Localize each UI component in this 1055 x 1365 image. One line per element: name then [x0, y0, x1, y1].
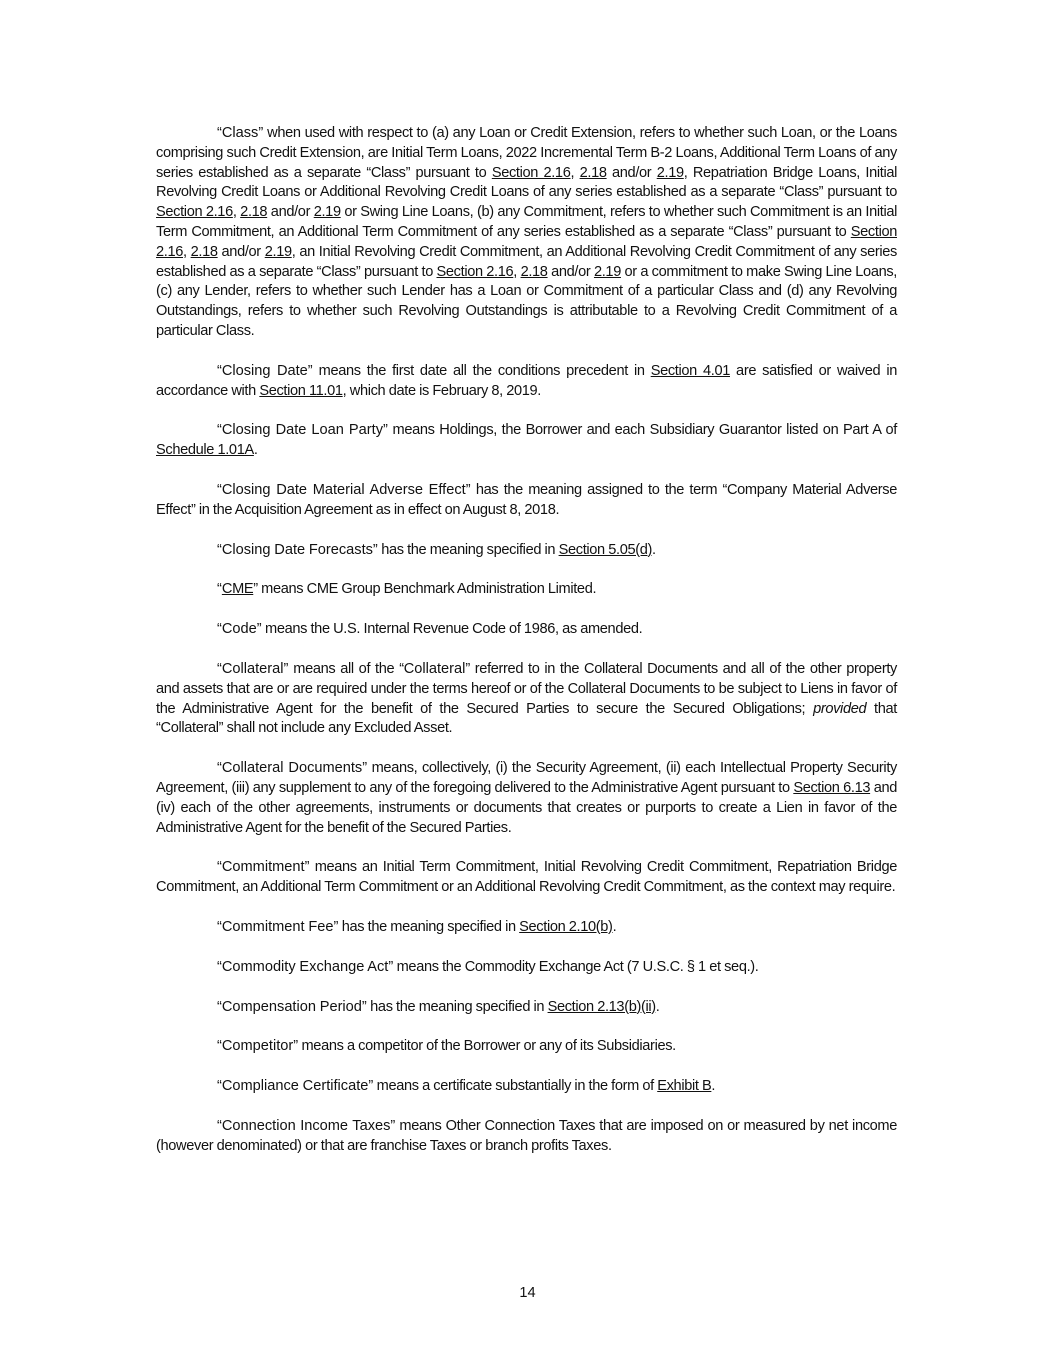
cross-reference-link[interactable]: Section 2.10(b): [519, 918, 613, 935]
definition-text: means a competitor of the Borrower or any of its Subsidiaries.: [298, 1038, 676, 1055]
cross-reference-link[interactable]: Section 11.01: [259, 382, 343, 399]
definition-text: has the meaning specified in: [377, 541, 559, 558]
cross-reference-link[interactable]: Section 2.16: [436, 263, 514, 280]
definition-text: means an Initial Term Commitment, Initial Revolving Credit Commitment, Repatriation Bridge Commitment, an Additional Term Commitment or an Additional Revolving Credit Commitment, as the context may require.: [156, 859, 897, 896]
definition-text: ,: [513, 263, 521, 280]
defined-term: “Compensation Period”: [217, 998, 367, 1015]
definition-paragraph: [156, 958, 897, 978]
cross-reference-link[interactable]: Section 4.01: [650, 362, 730, 379]
cross-reference-link[interactable]: 2.18: [520, 263, 548, 280]
cross-reference-link[interactable]: Exhibit B: [657, 1078, 712, 1095]
cross-reference-link[interactable]: Section 2.16: [156, 223, 897, 260]
definition-paragraph: [156, 124, 897, 342]
defined-term: “Commodity Exchange Act”: [217, 958, 394, 975]
definition-text: .: [612, 918, 617, 935]
definition-text: when used with respect to (a) any Loan or Credit Extension, refers to whether such Loan, or the Loans comprising such Credit Extension, are Initial Term Loans, 2022 Incremental Term B-2 Loans, Additional Term Loans of any series established as a separate “Class” pursuant to: [156, 125, 897, 181]
cross-reference-link[interactable]: 2.18: [240, 204, 268, 221]
definition-text: and/or: [606, 164, 657, 181]
cross-reference-link[interactable]: Schedule 1.01A: [156, 442, 254, 459]
document-page: [156, 124, 897, 1176]
definition-paragraph: [156, 481, 897, 521]
definition-text: ,: [183, 243, 191, 260]
page-number: 14: [519, 1285, 536, 1301]
definition-paragraph: [156, 759, 897, 838]
defined-term: “: [217, 581, 222, 598]
definition-text: are satisfied or waived in accordance with: [156, 362, 897, 399]
definition-text: means a certificate substantially in the form of: [373, 1078, 658, 1095]
definition-text: has the meaning specified in: [338, 918, 520, 935]
definition-paragraph: [156, 421, 897, 461]
definition-text: that “Collateral” shall not include any Excluded Asset.: [156, 700, 897, 737]
definition-text: ,: [570, 164, 580, 181]
definition-paragraph: [156, 918, 897, 938]
defined-term: “Connection Income Taxes”: [217, 1117, 396, 1134]
definition-text: and (iv) each of the other agreements, instruments or documents that creates or purports to create a Lien in favor of the Administrative Agent for the benefit of the Secured Parties.: [156, 779, 897, 836]
definition-text: or a commitment to make Swing Line Loans, (c) any Lender, refers to whether such Lender has a Loan or Commitment of a particular Class and (d) any Revolving Outstandings, refers to whether such Revolving Outstandings is attributable to a Revolving Credit Commitment of a particular Class.: [156, 263, 898, 339]
definition-paragraph: [156, 620, 897, 640]
defined-term: “Compliance Certificate”: [217, 1078, 374, 1095]
definition-paragraph: [156, 1117, 897, 1157]
definition-text: , Repatriation Bridge Loans, Initial Revolving Credit Loans or Additional Revolving Credit Loans of any series established as a separate “Class” pursuant to: [156, 164, 898, 201]
definition-text: , an Initial Revolving Credit Commitment, an Additional Revolving Credit Commitment of any series established as a separate “Class” pursuant to: [156, 243, 897, 280]
definition-text: ” referred to in the Collateral Documents and all of the other property and assets that are or are required under the terms hereof or of the Collateral Documents to be subject to Liens in favor of the Administrative Agent for the benefit of the Secured Parties to secure the Secured Obligations;: [156, 660, 897, 717]
inline-term: Collateral: [403, 660, 466, 677]
defined-term: “Closing Date”: [217, 362, 313, 379]
definition-text: has the meaning specified in: [366, 998, 548, 1015]
definition-paragraph: [156, 580, 897, 600]
cross-reference-link[interactable]: Section 2.16: [156, 204, 233, 221]
definition-paragraph: [156, 1077, 897, 1097]
cross-reference-link[interactable]: 2.18: [579, 164, 607, 181]
defined-term: “Closing Date Material Adverse Effect”: [217, 481, 471, 498]
cross-reference-link[interactable]: 2.18: [190, 243, 218, 260]
cross-reference-link[interactable]: Section 5.05(d): [558, 541, 653, 558]
defined-term: “Competitor”: [217, 1038, 299, 1055]
cross-reference-link[interactable]: Section 2.13(b)(ii): [547, 998, 656, 1015]
definition-text: .: [652, 541, 656, 558]
defined-term: “Collateral Documents”: [217, 760, 368, 777]
definition-text: means, collectively, (i) the Security Agreement, (ii) each Intellectual Property Security Agreement, (iii) any supplement to any of the foregoing delivered to the Administrative Agent pursuant to: [156, 760, 897, 796]
italic-text: provided: [813, 700, 867, 717]
defined-term: “Closing Date Loan Party”: [217, 422, 388, 439]
cross-reference-link[interactable]: 2.19: [264, 243, 292, 260]
definition-text: means the first date all the conditions precedent in: [312, 362, 651, 379]
defined-term: “Code”: [217, 621, 262, 638]
defined-term: “Commitment Fee”: [217, 918, 339, 935]
cross-reference-link[interactable]: Section 6.13: [793, 779, 871, 796]
definition-text: has the meaning assigned to the term “Company Material Adverse Effect” in the Acquisition Agreement as in effect on August 8, 2018.: [156, 481, 898, 518]
definition-paragraph: [156, 858, 897, 898]
cross-reference-link[interactable]: CME: [221, 581, 254, 598]
definition-text: ” means CME Group Benchmark Administration Limited.: [253, 581, 597, 598]
definition-text: , which date is February 8, 2019.: [342, 382, 542, 399]
definition-text: .: [253, 442, 258, 459]
definition-paragraph: [156, 541, 897, 561]
definition-text: means Holdings, the Borrower and each Subsidiary Guarantor listed on Part A of: [387, 422, 897, 439]
defined-term: “Closing Date Forecasts”: [217, 541, 378, 558]
defined-term: “Commitment”: [217, 859, 310, 876]
cross-reference-link[interactable]: 2.19: [593, 263, 621, 280]
definition-text: and/or: [547, 263, 594, 280]
cross-reference-link[interactable]: 2.19: [313, 204, 341, 221]
definition-paragraph: [156, 998, 897, 1018]
definition-text: .: [655, 998, 660, 1015]
definition-text: means the Commodity Exchange Act (7 U.S.C. § 1 et seq.).: [393, 958, 759, 975]
definition-text: or Swing Line Loans, (b) any Commitment, refers to whether such Commitment is an Initial Term Commitment, an Additional Term Commitment of any series established as a separate “Class” pursuant to: [156, 204, 898, 240]
definition-text: and/or: [217, 243, 265, 260]
definition-text: means all of the “: [288, 660, 404, 677]
cross-reference-link[interactable]: 2.19: [656, 164, 684, 181]
definition-paragraph: [156, 362, 897, 402]
definition-text: means the U.S. Internal Revenue Code of 1986, as amended.: [261, 621, 643, 638]
definition-paragraph: [156, 660, 897, 739]
defined-term: “Collateral”: [217, 660, 289, 677]
definition-paragraph: [156, 1037, 897, 1057]
definition-text: and/or: [267, 204, 314, 221]
defined-term: “Class”: [217, 125, 264, 141]
definition-text: ,: [232, 204, 241, 221]
definition-text: .: [711, 1078, 716, 1095]
cross-reference-link[interactable]: Section 2.16: [491, 164, 571, 181]
definition-text: means Other Connection Taxes that are imposed on or measured by net income (however denominated) or that are franchise Taxes or branch profits Taxes.: [156, 1117, 898, 1154]
